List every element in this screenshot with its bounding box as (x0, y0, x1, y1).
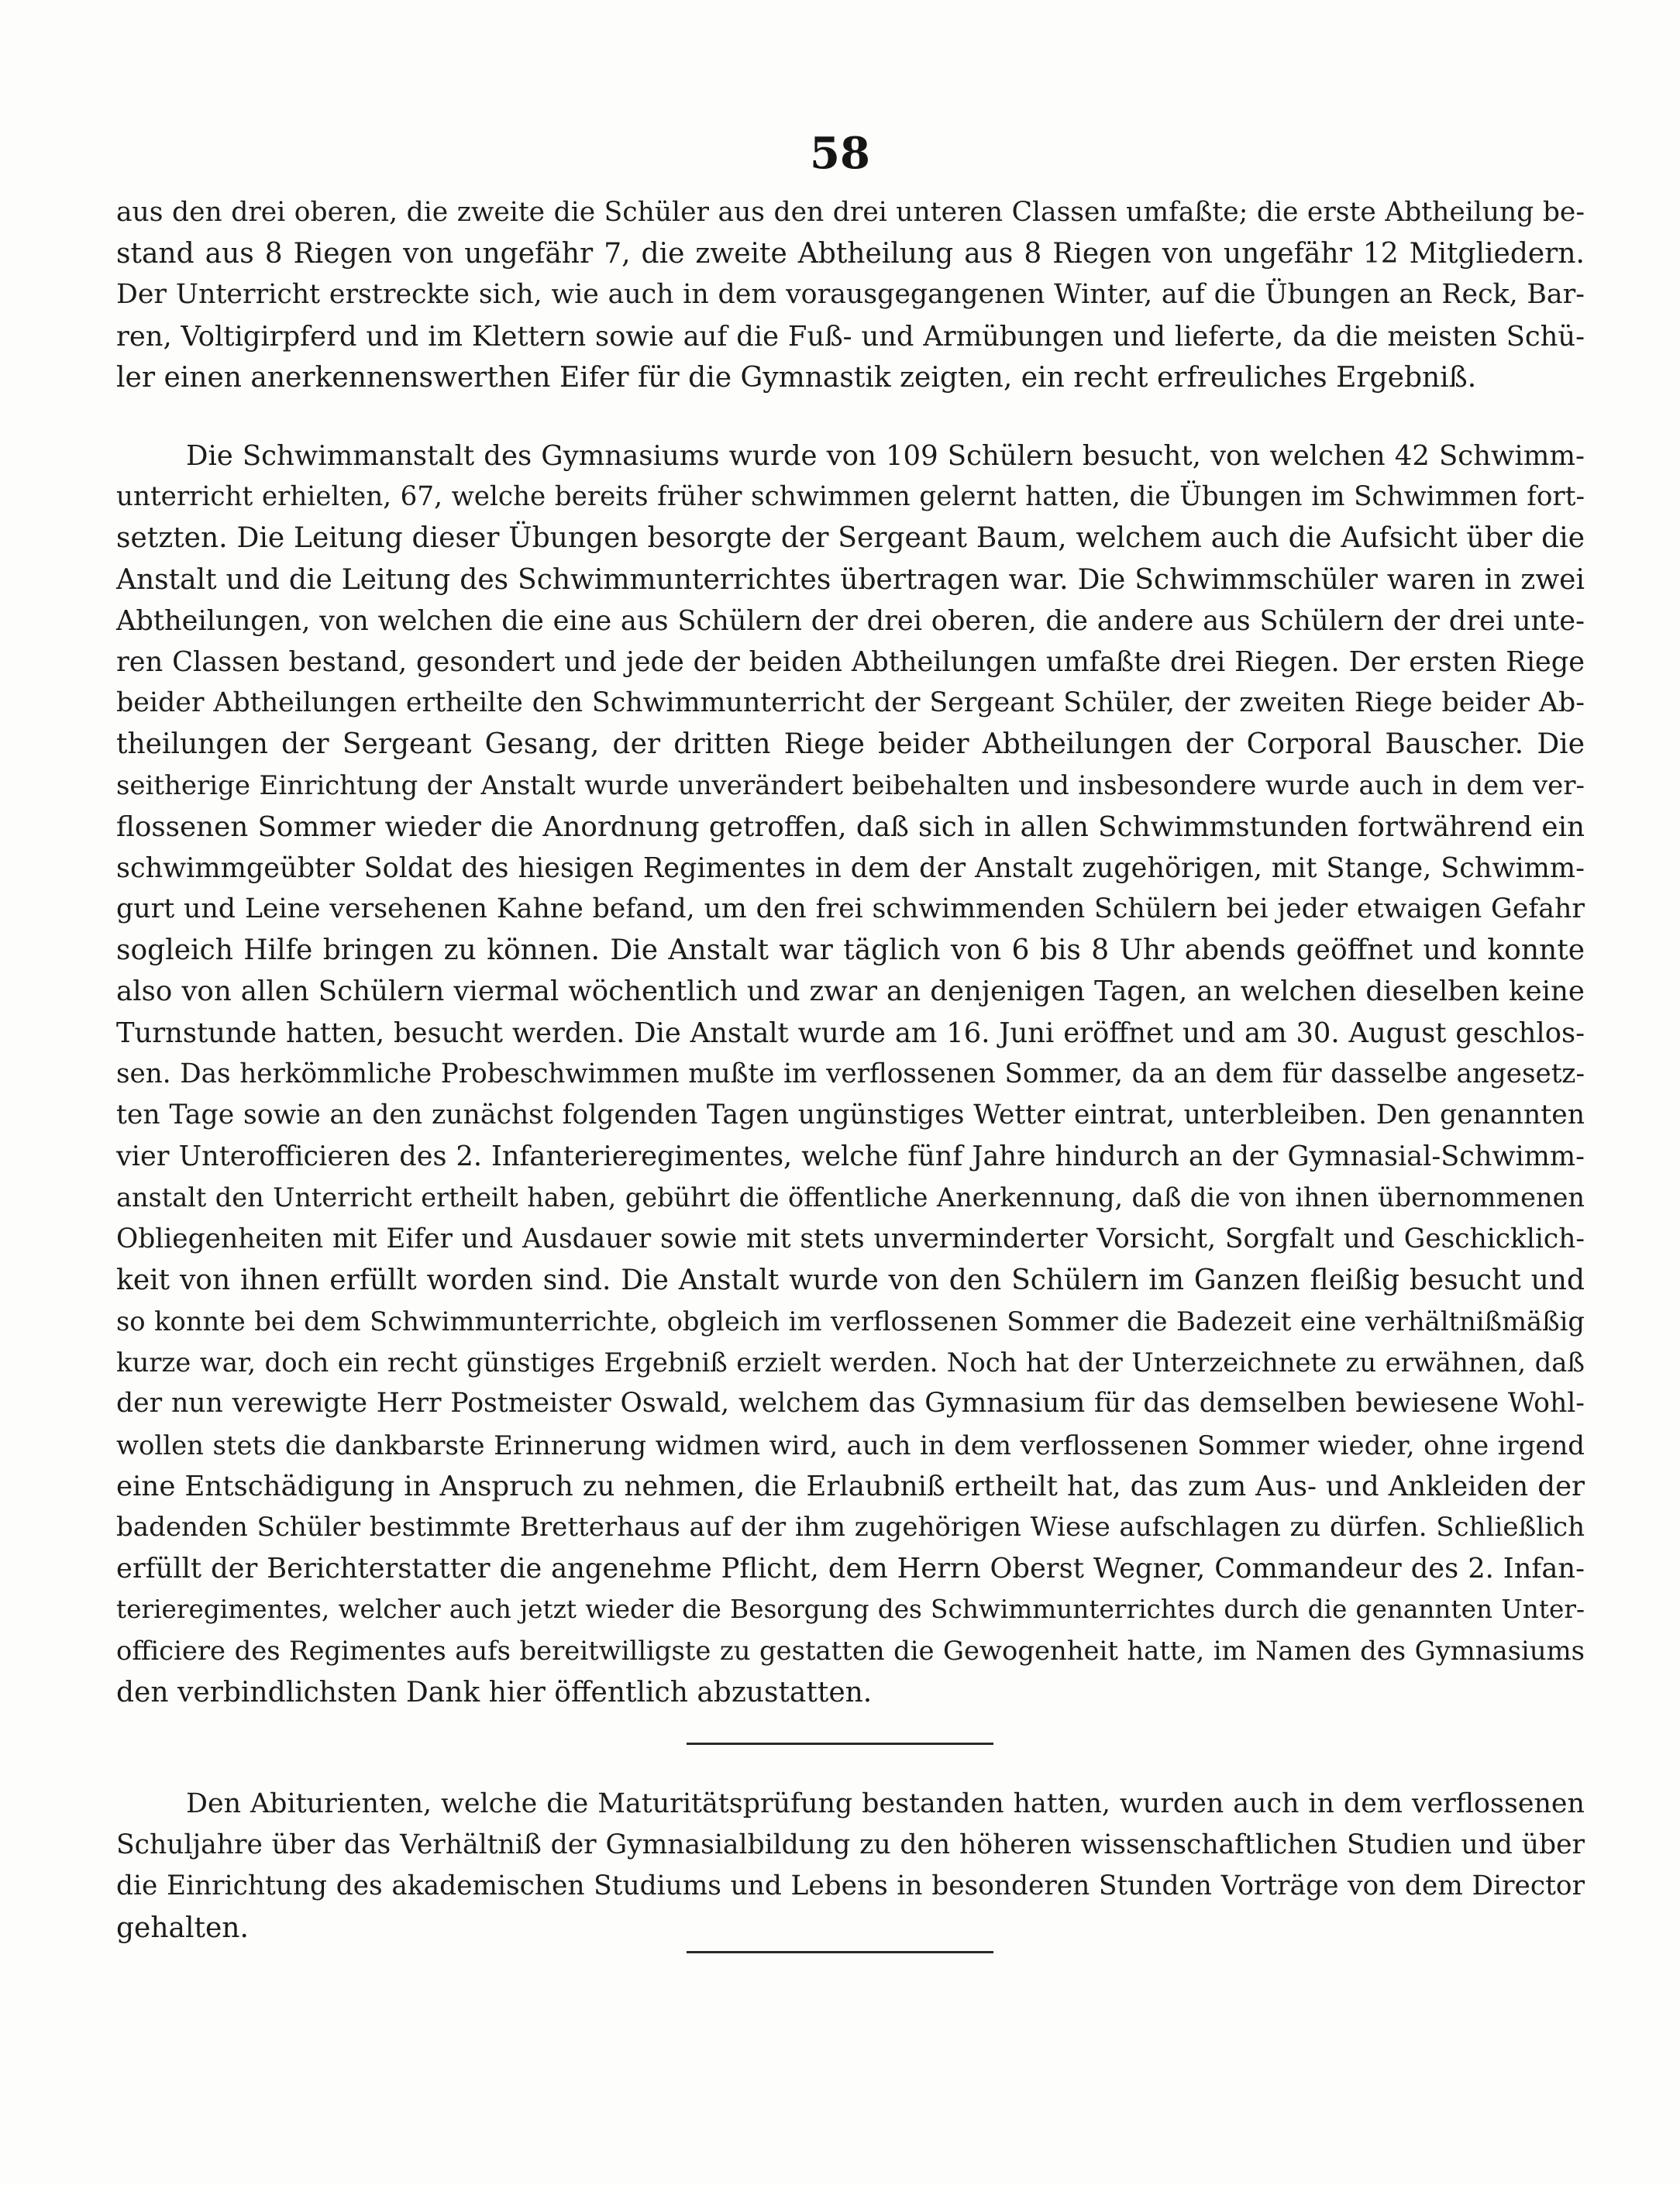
text-line: ren, Voltigirpferd und im Klettern sowie auf die Fuß- und Armübungen und lieferte, da die meisten Schü- (116, 320, 1585, 353)
text-line: seitherige Einrichtung der Anstalt wurde unverändert beibehalten und insbesondere wurde auch in dem ver- (116, 769, 1585, 801)
text-line: erfüllt der Berichterstatter die angenehme Pflicht, dem Herrn Oberst Wegner, Commandeur des 2. Infan- (116, 1553, 1585, 1585)
text-line: flossenen Sommer wieder die Anordnung getroffen, daß sich in allen Schwimmstunden fortwährend ein (116, 810, 1585, 843)
text-line: theilungen der Sergeant Gesang, der dritten Riege beider Abtheilungen der Corporal Bauscher. Die (116, 728, 1585, 761)
text-line: stand aus 8 Riegen von ungefähr 7, die zweite Abtheilung aus 8 Riegen von ungefähr 12 Mitgliedern. (116, 238, 1585, 270)
text-line: officiere des Regimentes aufs bereitwilligste zu gestatten die Gewogenheit hatte, im Namen des Gymnasiums (116, 1636, 1585, 1667)
paragraph-abiturienten (116, 1784, 1585, 1949)
text-line: ten Tage sowie an den zunächst folgenden Tagen ungünstiges Wetter eintrat, unterbleiben. Den genannten (116, 1099, 1585, 1130)
text-line: Turnstunde hatten, besucht werden. Die Anstalt wurde am 16. Juni eröffnet und am 30. August geschlos- (116, 1017, 1585, 1049)
paragraph-gymnastics (116, 192, 1585, 398)
text-line: badenden Schüler bestimmte Bretterhaus auf der ihm zugehörigen Wiese aufschlagen zu dürfen. Schließlich (116, 1511, 1585, 1543)
text-line: Obliegenheiten mit Eifer und Ausdauer sowie mit stets unverminderter Vorsicht, Sorgfalt und Geschicklich- (116, 1223, 1585, 1254)
text-line: Anstalt und die Leitung des Schwimmunterrichtes übertragen war. Die Schwimmschüler waren in zwei (116, 563, 1585, 596)
text-line: also von allen Schülern viermal wöchentlich und zwar an denjenigen Tagen, an welchen dieselben keine (116, 976, 1585, 1008)
text-line: Der Unterricht erstreckte sich, wie auch in dem vorausgegangenen Winter, auf die Übungen an Reck, Bar- (116, 279, 1585, 311)
text-line: so konnte bei dem Schwimmunterrichte, obgleich im verflossenen Sommer die Badezeit eine verhältnißmäßig (116, 1306, 1585, 1337)
text-line: gehalten. (116, 1911, 249, 1944)
page-number: 58 (810, 128, 870, 179)
text-line: setzten. Die Leitung dieser Übungen besorgte der Sergeant Baum, welchem auch die Aufsicht über die (116, 522, 1585, 555)
text-line: die Einrichtung des akademischen Studiums und Lebens in besonderen Stunden Vorträge von dem Director (116, 1870, 1585, 1902)
text-line: den verbindlichsten Dank hier öffentlich abzustatten. (116, 1676, 873, 1708)
text-line: Den Abiturienten, welche die Maturitätsprüfung bestanden hatten, wurden auch in dem verflossenen (186, 1788, 1585, 1819)
text-line: beider Abtheilungen ertheilte den Schwimmunterricht der Sergeant Schüler, der zweiten Riege beider Ab- (116, 687, 1585, 719)
text-line: anstalt den Unterricht ertheilt haben, gebührt die öffentliche Anerkennung, daß die von ihnen übernommenen (116, 1182, 1585, 1213)
text-line: kurze war, doch ein recht günstiges Ergebniß erzielt werden. Noch hat der Unterzeichnete zu erwähnen, daß (116, 1347, 1585, 1378)
text-line: aus den drei oberen, die zweite die Schüler aus den drei unteren Classen umfaßte; die erste Abtheilung be- (116, 197, 1585, 228)
text-line: ren Classen bestand, gesondert und jede der beiden Abtheilungen umfaßte drei Riegen. Der ersten Riege (116, 645, 1585, 678)
text-line: Abtheilungen, von welchen die eine aus Schülern der drei oberen, die andere aus Schülern der drei unte- (116, 604, 1585, 637)
text-line: der nun verewigte Herr Postmeister Oswald, welchem das Gymnasium für das demselben bewiesene Wohl- (116, 1388, 1585, 1419)
text-line: eine Entschädigung in Anspruch zu nehmen, die Erlaubniß ertheilt hat, das zum Aus- und Ankleiden der (116, 1470, 1585, 1502)
text-line: sen. Das herkömmliche Probeschwimmen mußte im verflossenen Sommer, da an dem für dasselbe angesetz- (116, 1058, 1585, 1089)
text-line: unterricht erhielten, 67, welche bereits früher schwimmen gelernt hatten, die Übungen im Schwimmen fort- (116, 481, 1585, 513)
text-line: gurt und Leine versehenen Kahne befand, um den frei schwimmenden Schülern bei jeder etwaigen Gefahr (116, 893, 1585, 925)
text-line: vier Unterofficieren des 2. Infanterieregimentes, welche fünf Jahre hindurch an der Gymnasial-Schwimm- (116, 1141, 1585, 1173)
text-line: sogleich Hilfe bringen zu können. Die Anstalt war täglich von 6 bis 8 Uhr abends geöffnet und konnte (116, 934, 1585, 967)
text-line: keit von ihnen erfüllt worden sind. Die Anstalt wurde von den Schülern im Ganzen fleißig besucht und (116, 1264, 1585, 1296)
section-divider (687, 1743, 993, 1745)
text-line: Schuljahre über das Verhältniß der Gymnasialbildung zu den höheren wissenschaftlichen Studien und über (116, 1829, 1585, 1861)
text-line: Die Schwimmanstalt des Gymnasiums wurde von 109 Schülern besucht, von welchen 42 Schwimm- (186, 440, 1585, 472)
text-line: wollen stets die dankbarste Erinnerung widmen wird, auch in dem verflossenen Sommer wieder, ohne irgend (116, 1430, 1585, 1461)
text-line: ler einen anerkennenswerthen Eifer für die Gymnastik zeigten, ein recht erfreuliches Ergebniß. (116, 361, 1477, 394)
text-line: schwimmgeübter Soldat des hiesigen Regimentes in dem der Anstalt zugehörigen, mit Stange, Schwimm- (116, 852, 1585, 884)
text-line: terieregimentes, welcher auch jetzt wieder die Besorgung des Schwimmunterrichtes durch die genannten Unter- (116, 1595, 1585, 1625)
paragraph-swimming (116, 435, 1585, 1713)
closing-divider (687, 1951, 993, 1953)
